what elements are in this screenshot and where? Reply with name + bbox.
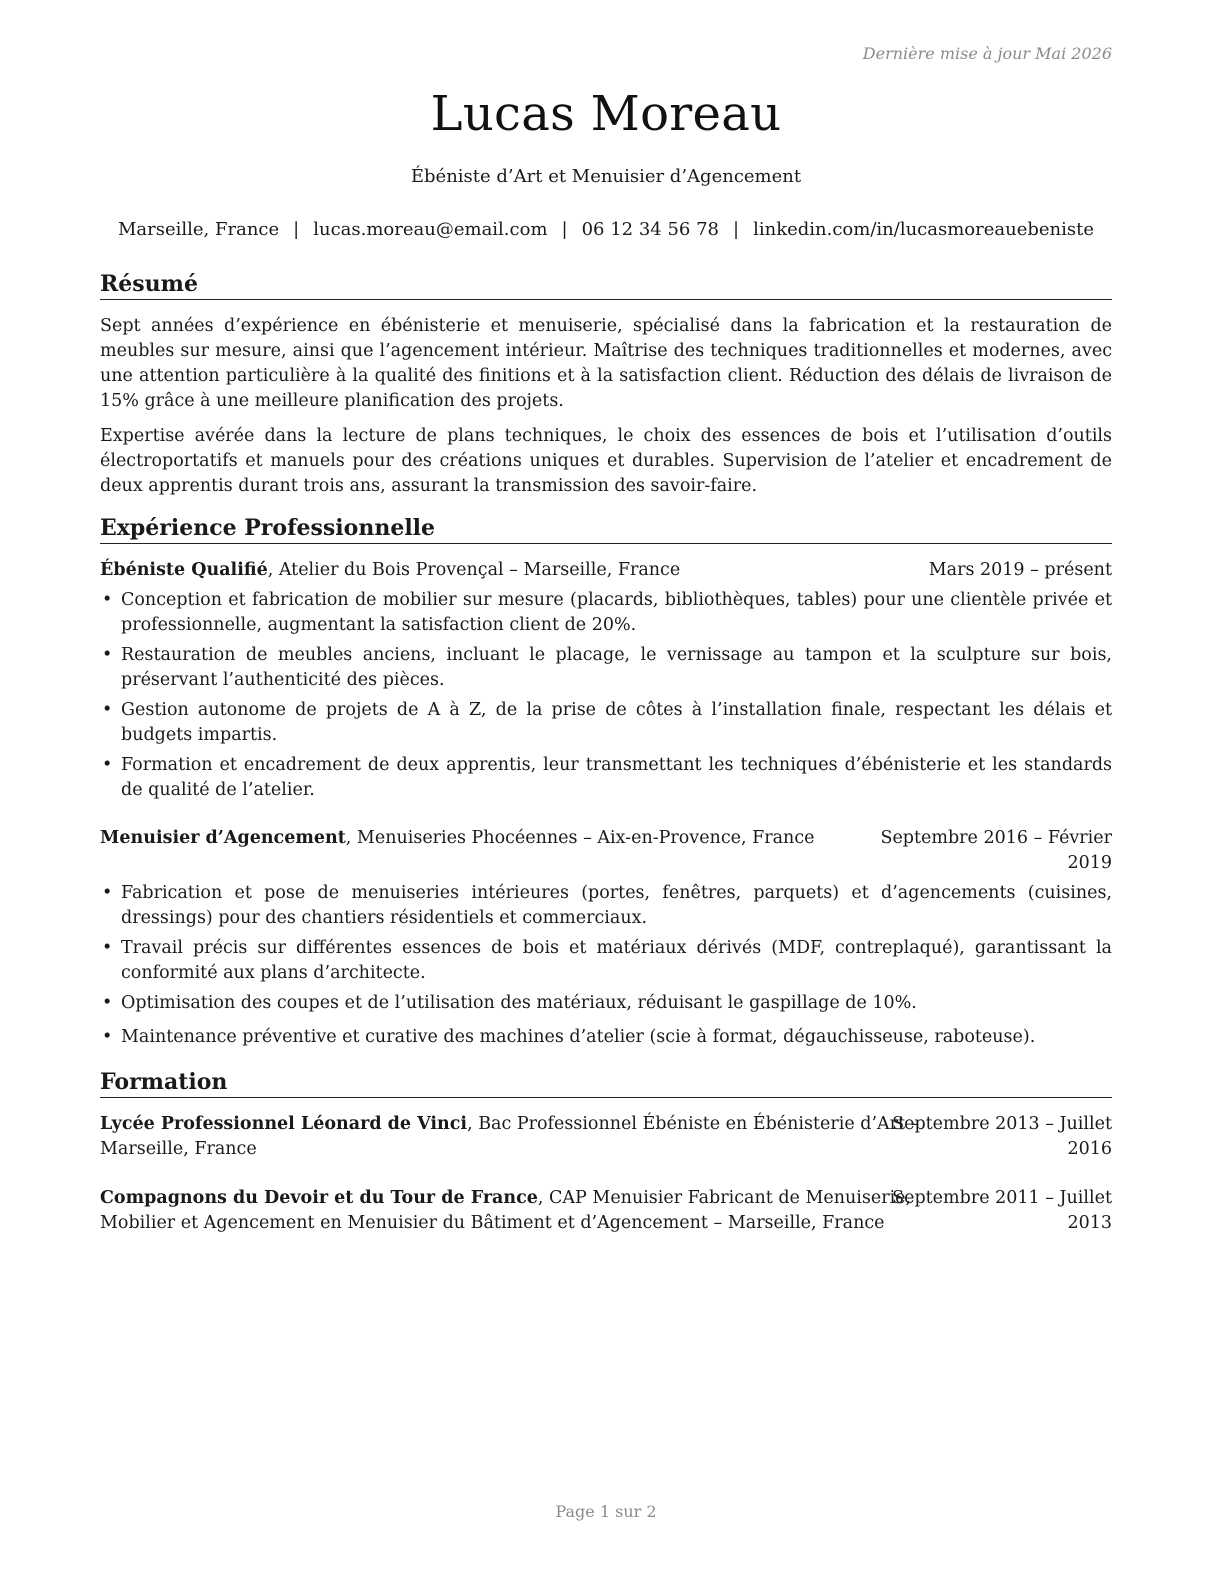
- education-dates-line1: Septembre 2011 – Juillet: [892, 1188, 1112, 1208]
- bullet-item: • Gestion autonome de projets de A à Z, de la prise de côtes à l’installation finale, respectant les délais et budgets impartis.: [100, 698, 1112, 748]
- education-school: Compagnons du Devoir et du Tour de France: [100, 1188, 538, 1208]
- candidate-name: Lucas Moreau: [430, 86, 782, 142]
- education-dates: [892, 1186, 1112, 1236]
- contact-location: Marseille, France: [117, 219, 280, 240]
- section-title-education: Formation: [100, 1068, 1112, 1098]
- contact-separator: |: [293, 219, 300, 240]
- job-title-company: [100, 826, 814, 851]
- section-title-experience: Expérience Professionnelle: [100, 514, 1112, 544]
- education-description: [100, 1186, 911, 1236]
- contact-email[interactable]: lucas.moreau@email.com: [313, 219, 548, 240]
- last-updated: Dernière mise à jour Mai 2026: [862, 44, 1112, 63]
- contact-line: [100, 219, 1112, 240]
- job-role: Menuisier d’Agencement: [100, 828, 346, 848]
- contact-phone[interactable]: 06 12 34 56 78: [581, 219, 720, 240]
- job-dates-line2: 2019: [1067, 853, 1112, 873]
- bullet-item: • Travail précis sur différentes essences de bois et matériaux dérivés (MDF, contreplaqué), garantissant la conformité aux plans d’architecte.: [100, 936, 1112, 986]
- job-company: , Menuiseries Phocéennes – Aix-en-Provence, France: [345, 828, 815, 848]
- contact-separator: |: [561, 219, 568, 240]
- education-item-2: [100, 1186, 1112, 1236]
- education-dates-line1: Septembre 2013 – Juillet: [892, 1114, 1112, 1134]
- job-dates: [880, 826, 1112, 876]
- education-description: [100, 1112, 919, 1162]
- job-dates-line1: Septembre 2016 – Février: [880, 828, 1112, 848]
- job-bullets-1: [100, 588, 1112, 808]
- summary-paragraph-2: Expertise avérée dans la lecture de plans techniques, le choix des essences de bois et l’utilisation d’outils électroportatifs et manuels pour des créations uniques et durables. Supervision de l’atelier et encadrement de deux apprentis durant trois ans, assurant la transmission des savoir-faire.: [100, 426, 1112, 496]
- section-title-summary: Résumé: [100, 270, 1112, 300]
- bullet-item: • Conception et fabrication de mobilier sur mesure (placards, bibliothèques, tables) pour une clientèle privée et professionnelle, augmentant la satisfaction client de 20%.: [100, 588, 1112, 638]
- education-location: Mobilier et Agencement en Menuisier du Bâtiment et d’Agencement – Marseille, France: [100, 1213, 885, 1233]
- job-title-company: [100, 558, 680, 583]
- bullet-item: • Maintenance préventive et curative des machines d’atelier (scie à format, dégauchisseuse, raboteuse).: [100, 1025, 1112, 1050]
- job-company: , Atelier du Bois Provençal – Marseille, France: [267, 560, 681, 580]
- education-degree: , CAP Menuisier Fabricant de Menuiserie,: [537, 1188, 912, 1208]
- education-degree: , Bac Professionnel Ébéniste en Ébénisterie d’Art –: [467, 1114, 920, 1134]
- job-bullets-2: [100, 881, 1112, 1055]
- bullet-item: • Formation et encadrement de deux apprentis, leur transmettant les techniques d’ébénisterie et les standards de qualité de l’atelier.: [100, 753, 1112, 803]
- education-school: Lycée Professionnel Léonard de Vinci: [100, 1114, 468, 1134]
- job-title: Ébéniste d’Art et Menuisier d’Agencement: [410, 166, 802, 187]
- education-dates-line2: 2013: [1067, 1213, 1112, 1233]
- education-location: Marseille, France: [100, 1139, 257, 1159]
- contact-separator: |: [733, 219, 740, 240]
- page-number: Page 1 sur 2: [555, 1502, 657, 1521]
- education-dates-line2: 2016: [1067, 1139, 1112, 1159]
- resume-page: [100, 0, 1112, 1584]
- education-dates: [892, 1112, 1112, 1162]
- job-dates: Mars 2019 – présent: [928, 560, 1112, 580]
- bullet-item: • Fabrication et pose de menuiseries intérieures (portes, fenêtres, parquets) et d’agencements (cuisines, dressings) pour des chantiers résidentiels et commerciaux.: [100, 881, 1112, 931]
- summary-paragraph-1: Sept années d’expérience en ébénisterie et menuiserie, spécialisé dans la fabrication et la restauration de meubles sur mesure, ainsi que l’agencement intérieur. Maîtrise des techniques traditionnelles et modernes, avec une attention particulière à la qualité des finitions et à la satisfaction client. Réduction des délais de livraison de 15% grâce à une meilleure planification des projets.: [100, 316, 1112, 411]
- education-item-1: [100, 1112, 1112, 1162]
- job-role: Ébéniste Qualifié: [100, 560, 268, 580]
- contact-linkedin[interactable]: linkedin.com/in/lucasmoreauebeniste: [753, 219, 1095, 240]
- bullet-item: • Restauration de meubles anciens, incluant le placage, le vernissage au tampon et la sculpture sur bois, préservant l’authenticité des pièces.: [100, 643, 1112, 693]
- bullet-item: • Optimisation des coupes et de l’utilisation des matériaux, réduisant le gaspillage de 10%.: [100, 991, 1112, 1016]
